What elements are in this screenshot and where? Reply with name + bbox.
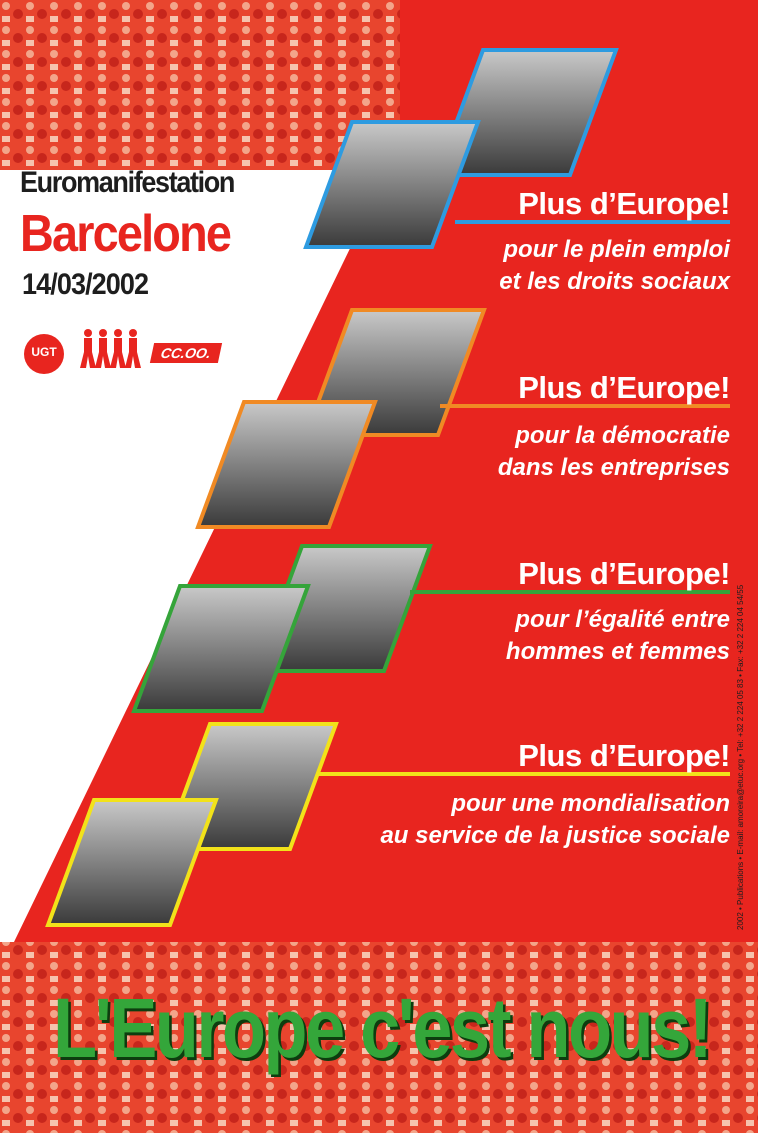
section-line: et les droits sociaux — [499, 268, 730, 295]
credit-line: 2002 • Publications • E-mail: amoreira@etuc.org • Tel: +32 2 224 05 83 • Fax: +32 2 224 04 54/55 — [736, 584, 745, 930]
ccoo-logo-icon: CC.OO. — [150, 343, 222, 363]
event-city: Barcelone — [20, 205, 231, 263]
section-headline: Plus d’Europe! — [518, 370, 730, 405]
section-headline: Plus d’Europe! — [518, 738, 730, 773]
section-line: hommes et femmes — [505, 638, 730, 665]
section-headline: Plus d’Europe! — [518, 186, 730, 221]
event-date: 14/03/2002 — [22, 268, 149, 301]
section-line: au service de la justice sociale — [380, 822, 730, 849]
event-title: Euromanifestation — [20, 166, 235, 199]
crowd-photo-top — [0, 0, 400, 175]
section-line: pour le plein emploi — [503, 236, 730, 263]
section-line: pour une mondialisation — [451, 790, 730, 817]
section-line: dans les entreprises — [497, 454, 730, 481]
section-headline: Plus d’Europe! — [518, 556, 730, 591]
ugt-logo-icon: UGT — [24, 334, 64, 374]
slogan: L'Europe c'est nous! — [53, 981, 711, 1075]
section-line: pour l’égalité entre — [515, 606, 730, 633]
section-line: pour la démocratie — [515, 422, 730, 449]
